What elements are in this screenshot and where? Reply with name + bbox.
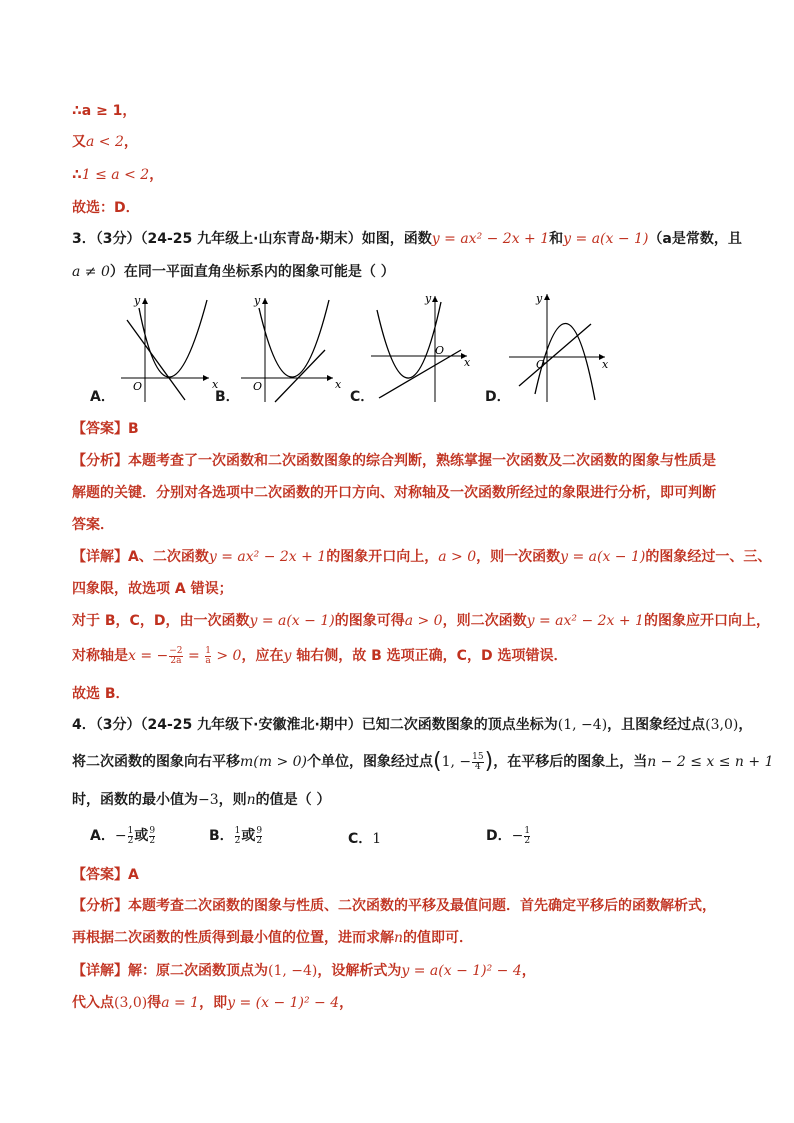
text-line: 又a < 2，: [72, 134, 138, 150]
q4-detail: 代入点(3,0)得a = 1，即y = (x − 1)² − 4，: [72, 995, 354, 1011]
q3-detail: 对于 B，C，D，由一次函数y = a(x − 1)的图象可得a > 0，则二次函数y = ax² − 2x + 1的图象应开口向上，: [72, 613, 770, 629]
q3-answer: 【答案】B: [72, 421, 139, 437]
text-line: 故选：D．: [72, 200, 140, 216]
origin-label: O: [253, 380, 263, 393]
axis-x-label: x: [464, 356, 471, 369]
axis-y-label: y: [536, 292, 543, 305]
q4-detail: 【详解】解：原二次函数顶点为(1, −4)，设解析式为y = a(x − 1)² − 4，: [72, 963, 536, 979]
q3-detail: 四象限，故选项 A 错误；: [72, 581, 233, 597]
q3-analysis: 【分析】本题考查了一次函数和二次函数图象的综合判断，熟练掌握一次函数及二次函数的图象与性质是: [72, 453, 716, 469]
q4-answer: 【答案】A: [72, 867, 139, 883]
q4-header: 4．（3分）（24-25 九年级下·安徽淮北·期中）已知二次函数图象的顶点坐标为(1, −4)，且图象经过点(3,0)，: [72, 717, 753, 733]
q3-detail: 【详解】A、二次函数y = ax² − 2x + 1的图象开口向上，a > 0，则一次函数y = a(x − 1)的图象经过一、三、: [72, 549, 772, 565]
q4-header: 时，函数的最小值为−3，则n的值是（ ）: [72, 792, 331, 808]
q4-option-b[interactable]: B． $\frac{1}{2}$ 或 $\frac{9}{2}$: [209, 825, 263, 846]
origin-label: O: [133, 380, 143, 393]
graph-b[interactable]: [237, 290, 357, 405]
q4-option-a[interactable]: A．− $\frac{1}{2}$ 或 $\frac{9}{2}$: [90, 825, 156, 846]
q3-figures: [72, 290, 732, 410]
q4-option-c[interactable]: C．1: [348, 831, 382, 847]
axis-y-label: y: [134, 294, 141, 307]
axis-x-label: x: [335, 378, 342, 391]
axis-y-label: y: [425, 292, 432, 305]
text-line: ∴1 ≤ a < 2，: [72, 167, 164, 183]
q3-detail: 对称轴是x = − $\frac{-2}{2a}$ = $\frac{1}{a}$ > 0，应在y 轴右侧，故 B 选项正确，C，D 选项错误．: [72, 645, 568, 666]
q4-analysis: 【分析】本题考查二次函数的图象与性质、二次函数的平移及最值问题．首先确定平移后的函数解析式，: [72, 898, 716, 914]
option-d-label[interactable]: D．: [485, 389, 511, 405]
q4-header: 将二次函数的图象向右平移m(m > 0)个单位，图象经过点(1, − $\frac{15}{4}$ )，在平移后的图象上，当n − 2 ≤ x ≤ n + 1: [72, 749, 774, 774]
q4-option-d[interactable]: D．− $\frac{1}{2}$: [486, 825, 531, 846]
origin-label: O: [435, 344, 445, 357]
option-a-label[interactable]: A．: [90, 389, 115, 405]
option-c-label[interactable]: C．: [350, 389, 375, 405]
q4-analysis: 再根据二次函数的性质得到最小值的位置，进而求解n的值即可．: [72, 930, 474, 946]
q3-header: 3．（3分）（24-25 九年级上·山东青岛·期末）如图，函数y = ax² − 2x + 1和y = a(x − 1)（a是常数，且: [72, 231, 742, 247]
origin-label: O: [536, 358, 546, 371]
text-line: ∴a ≥ 1，: [72, 103, 137, 119]
q3-analysis: 答案．: [72, 517, 114, 533]
graph-c[interactable]: [369, 290, 494, 405]
q3-conclusion: 故选 B．: [72, 686, 130, 702]
q3-header: a ≠ 0）在同一平面直角坐标系内的图象可能是（ ）: [72, 264, 395, 280]
axis-x-label: x: [212, 378, 219, 391]
graph-d[interactable]: [505, 290, 625, 405]
q3-analysis: 解题的关键．分别对各选项中二次函数的开口方向、对称轴及一次函数所经过的象限进行分析，即可判断: [72, 485, 716, 501]
axis-x-label: x: [602, 358, 609, 371]
axis-y-label: y: [254, 294, 261, 307]
option-b-label[interactable]: B．: [215, 389, 240, 405]
